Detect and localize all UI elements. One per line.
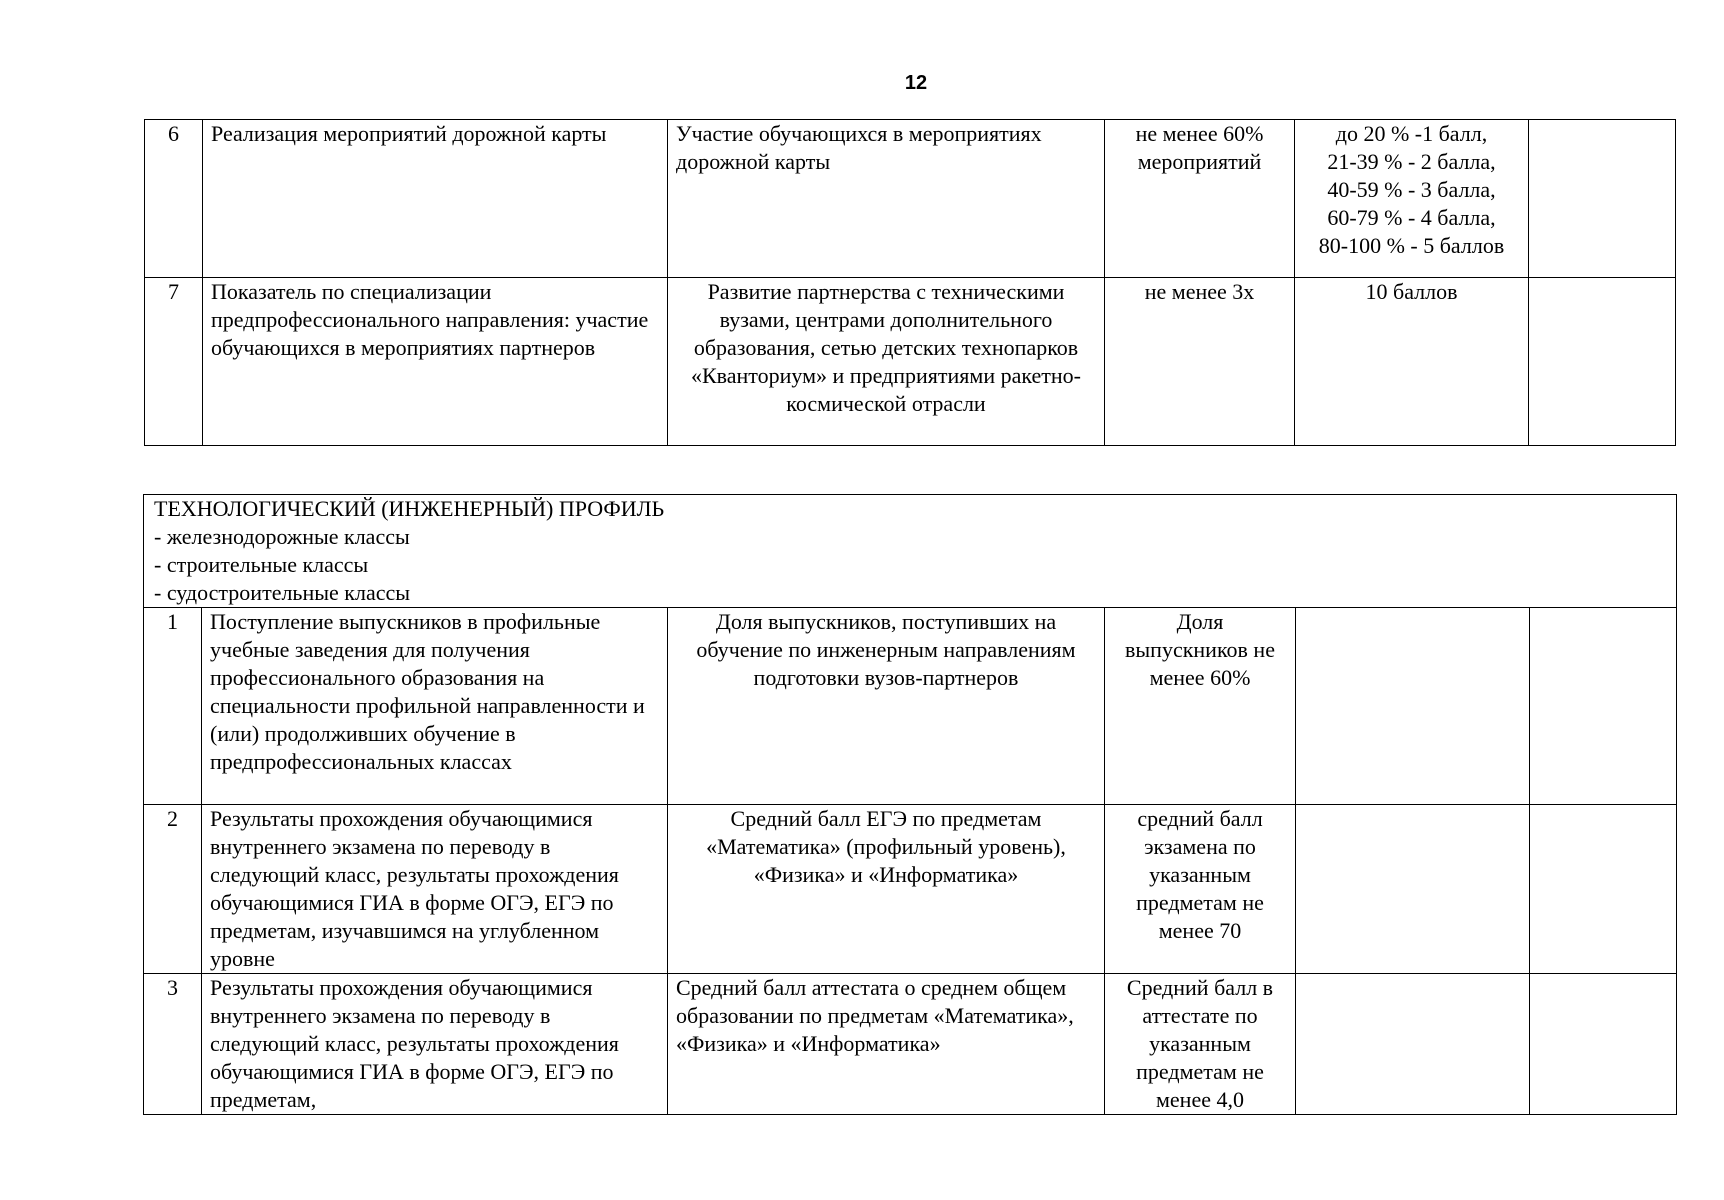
indicator-cell: Результаты прохождения обучающимися внутреннего экзамена по переводу в следующий класс, результаты прохождения обучающимися ГИА в форме ОГЭ, ЕГЭ по предметам,	[202, 974, 668, 1115]
extra-cell	[1530, 974, 1677, 1115]
criteria-table-top	[144, 119, 1676, 446]
criterion-cell: Средний балл ЕГЭ по предметам «Математика» (профильный уровень), «Физика» и «Информатика»	[668, 805, 1105, 974]
score-line: 40-59 % - 3 балла,	[1327, 177, 1496, 202]
score-cell	[1295, 120, 1529, 278]
target-cell: Доля выпускников не менее 60%	[1105, 608, 1296, 805]
extra-cell	[1529, 278, 1676, 446]
table-row	[144, 805, 1677, 974]
target-cell: не менее 60% мероприятий	[1105, 120, 1295, 278]
table-row	[144, 608, 1677, 805]
score-cell	[1296, 805, 1530, 974]
score-line: 21-39 % - 2 балла,	[1327, 149, 1496, 174]
criterion-cell: Участие обучающихся в мероприятиях дорожной карты	[668, 120, 1105, 278]
row-number: 6	[145, 120, 203, 278]
score-cell	[1296, 608, 1530, 805]
row-number: 1	[144, 608, 202, 805]
score-line: до 20 % -1 балл,	[1335, 121, 1488, 146]
criterion-cell: Развитие партнерства с техническими вузами, центрами дополнительного образования, сетью детских технопарков «Кванториум» и предприятиями ракетно-космической отрасли	[668, 278, 1105, 446]
profile-header-row	[144, 495, 1677, 608]
row-number: 3	[144, 974, 202, 1115]
page-number: 12	[904, 72, 928, 94]
score-line: 10 баллов	[1365, 279, 1458, 304]
table-row	[144, 974, 1677, 1115]
profile-header	[144, 495, 1677, 608]
target-cell: Средний балл в аттестате по указанным предметам не менее 4,0	[1105, 974, 1296, 1115]
indicator-cell: Реализация мероприятий дорожной карты	[203, 120, 668, 278]
criterion-cell: Доля выпускников, поступивших на обучение по инженерным направлениям подготовки вузов-партнеров	[668, 608, 1105, 805]
indicator-cell: Результаты прохождения обучающимися внутреннего экзамена по переводу в следующий класс, результаты прохождения обучающимися ГИА в форме ОГЭ, ЕГЭ по предметам, изучавшимся на углубленном уровне	[202, 805, 668, 974]
score-cell	[1295, 278, 1529, 446]
extra-cell	[1530, 608, 1677, 805]
indicator-cell: Поступление выпускников в профильные учебные заведения для получения профессионального образования на специальности профильной направленности и (или) продолживших обучение в предпрофессиональных классах	[202, 608, 668, 805]
table-row	[145, 278, 1676, 446]
target-cell: средний балл экзамена по указанным предметам не менее 70	[1105, 805, 1296, 974]
target-cell: не менее 3х	[1105, 278, 1295, 446]
profile-class-item: - строительные классы	[154, 552, 369, 577]
row-number: 2	[144, 805, 202, 974]
score-cell	[1296, 974, 1530, 1115]
row-number: 7	[145, 278, 203, 446]
score-line: 80-100 % - 5 баллов	[1318, 233, 1505, 258]
extra-cell	[1530, 805, 1677, 974]
criteria-table-technological-profile	[143, 494, 1677, 1115]
criterion-cell: Средний балл аттестата о среднем общем образовании по предметам «Математика», «Физика» и «Информатика»	[668, 974, 1105, 1115]
indicator-cell: Показатель по специализации предпрофессионального направления: участие обучающихся в мероприятиях партнеров	[203, 278, 668, 446]
table-row	[145, 120, 1676, 278]
extra-cell	[1529, 120, 1676, 278]
profile-class-item: - железнодорожные классы	[154, 524, 410, 549]
profile-title: ТЕХНОЛОГИЧЕСКИЙ (ИНЖЕНЕРНЫЙ) ПРОФИЛЬ	[154, 496, 665, 521]
score-line: 60-79 % - 4 балла,	[1327, 205, 1496, 230]
profile-class-item: - судостроительные классы	[154, 580, 411, 605]
